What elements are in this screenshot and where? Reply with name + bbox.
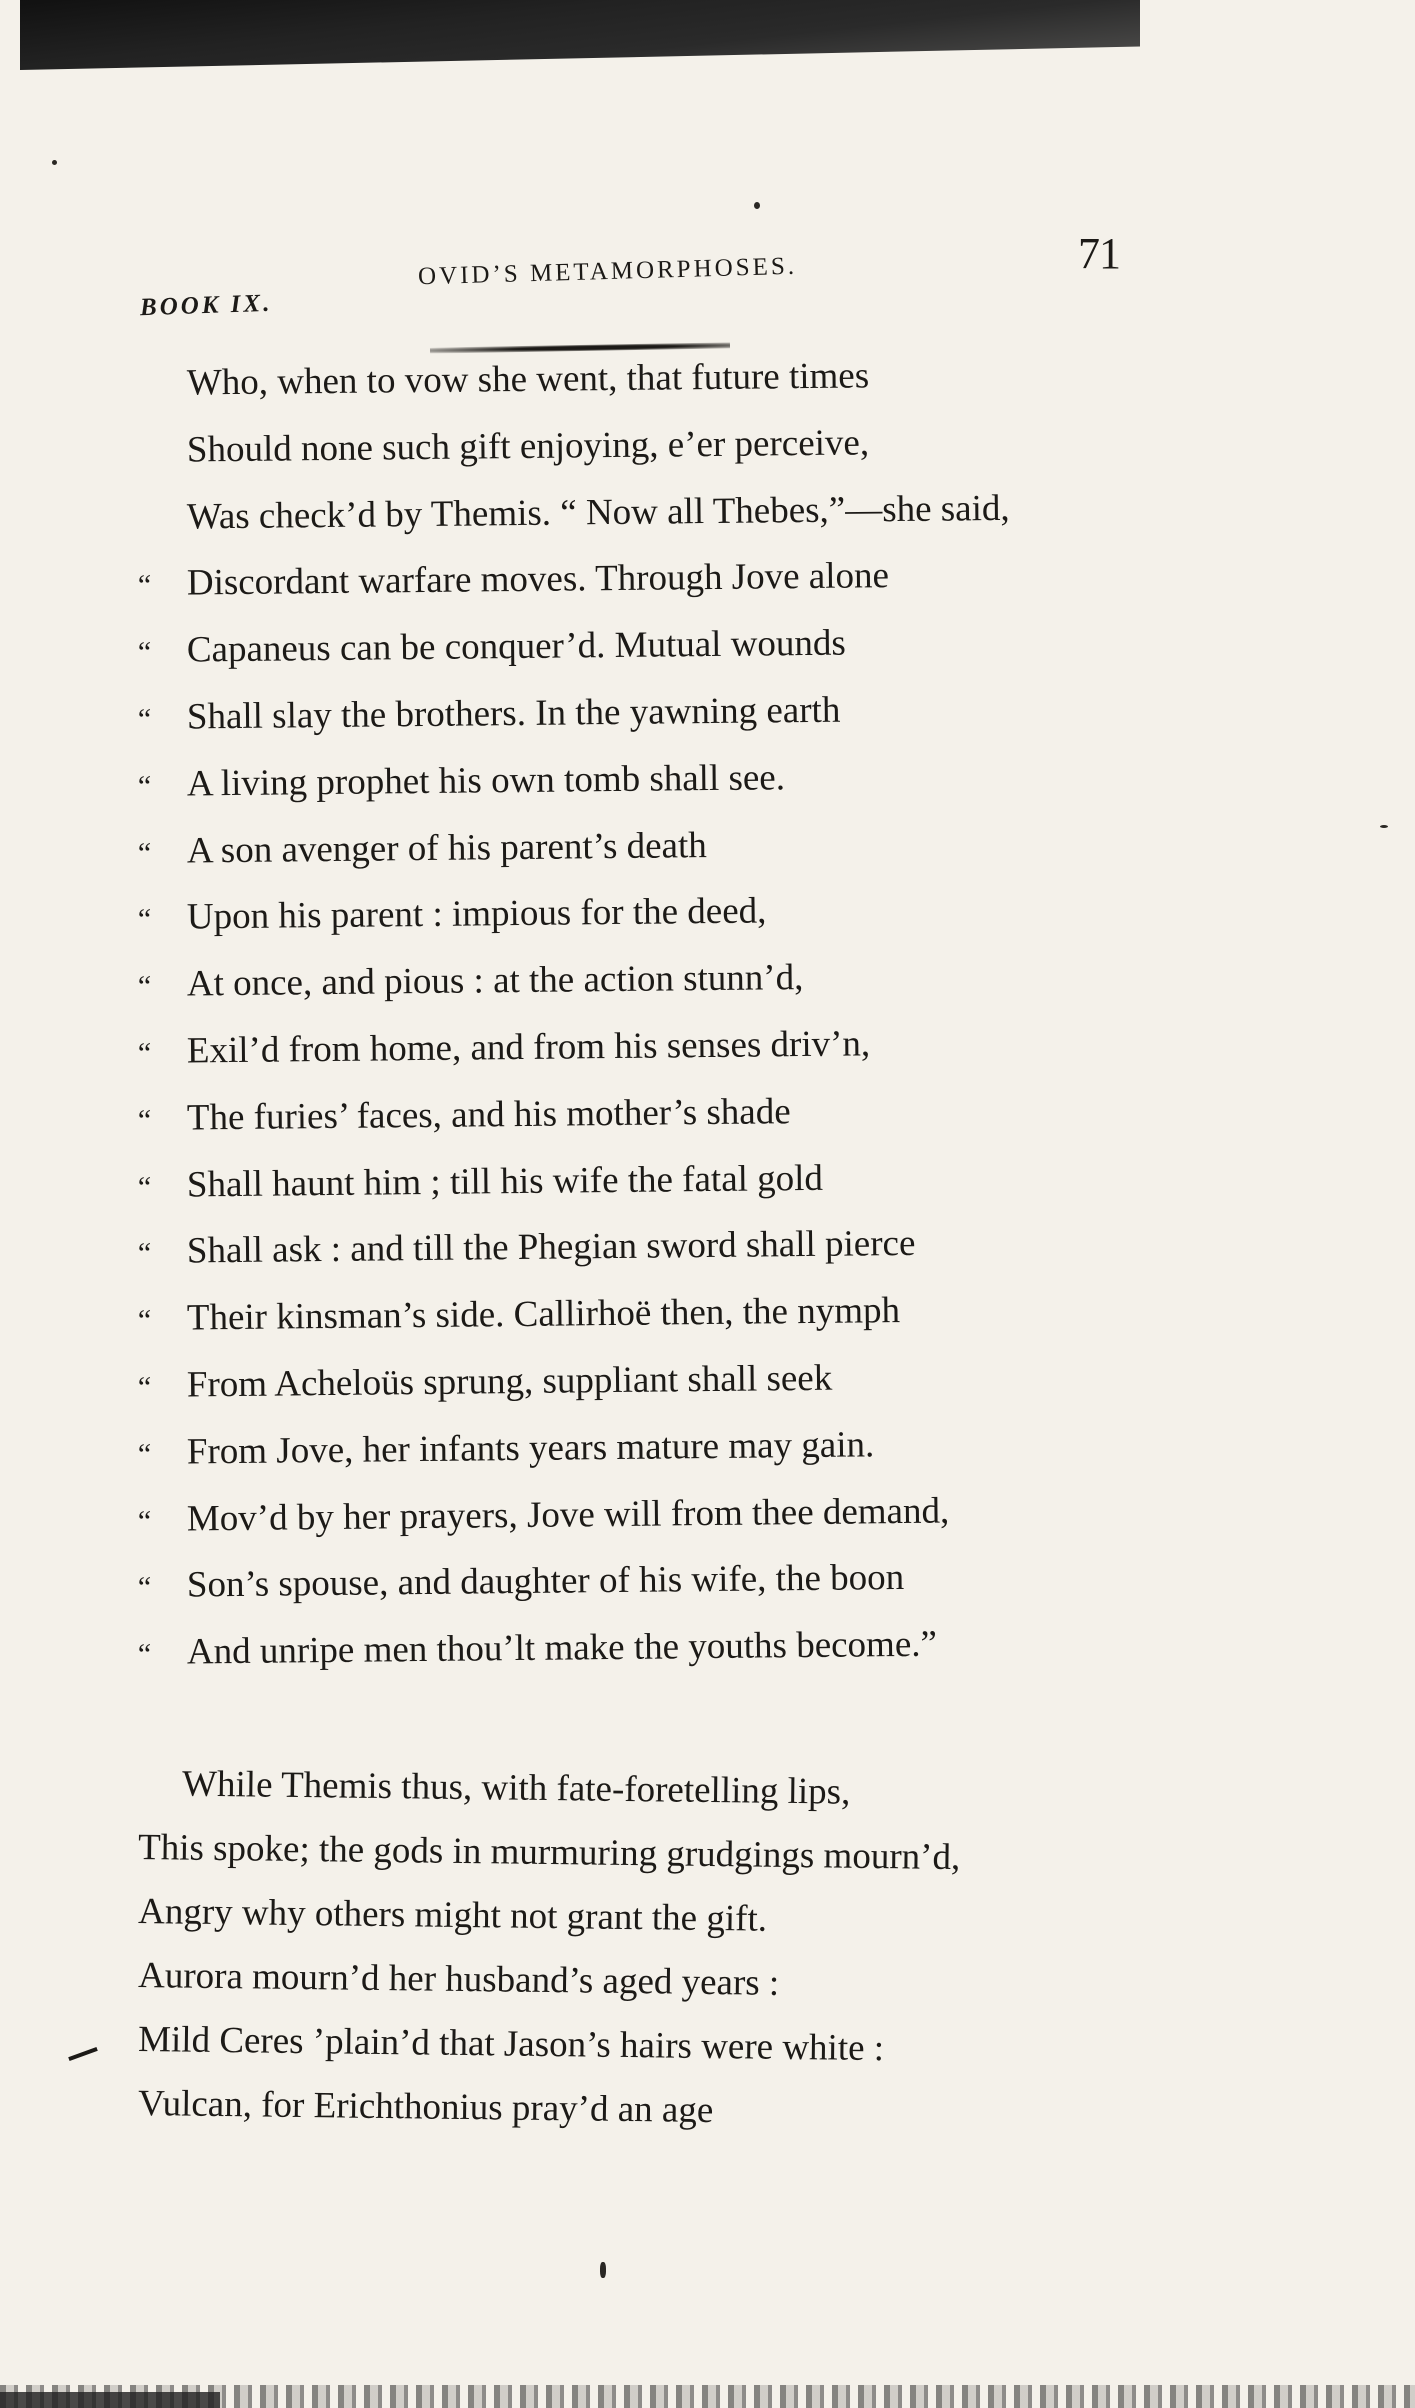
verse-text: Mov’d by her prayers, Jove will from thee demand,	[186, 1490, 950, 1540]
quote-mark: “	[137, 1571, 152, 1605]
verse-line	[138, 552, 1139, 629]
verse-stanza-2	[138, 1762, 1138, 2146]
quote-mark	[138, 394, 187, 395]
scan-top-edge	[20, 0, 1140, 70]
verse-text: Was check’d by Themis. “ Now all Thebes,”—she said,	[186, 487, 1010, 538]
verse-line	[138, 485, 1139, 562]
quote-mark	[138, 461, 187, 462]
verse-line	[138, 886, 1139, 963]
ink-speck	[52, 160, 57, 165]
verse-text: Discordant warfare moves. Through Jove alone	[186, 555, 890, 604]
verse-line	[138, 1762, 1139, 1838]
verse-text: Shall haunt him ; till his wife the fatal gold	[186, 1157, 824, 1206]
verse-line	[138, 752, 1139, 829]
quote-mark: “	[137, 569, 152, 603]
verse-line	[138, 2082, 1139, 2158]
verse-line	[138, 1353, 1139, 1430]
verse-text: Who, when to vow she went, that future times	[186, 355, 870, 404]
verse-text: Shall ask : and till the Phegian sword shall pierce	[186, 1223, 916, 1272]
verse-text: Vulcan, for Erichthonius pray’d an age	[137, 2083, 714, 2132]
quote-mark: “	[137, 1437, 152, 1471]
quote-mark: “	[137, 769, 152, 803]
verse-line	[138, 1420, 1139, 1497]
verse-text: From Jove, her infants years mature may gain.	[186, 1424, 875, 1473]
verse-text: At once, and pious : at the action stunn’d,	[186, 957, 804, 1005]
quote-mark	[138, 528, 187, 529]
verse-line	[138, 953, 1139, 1030]
quote-mark: “	[137, 1370, 152, 1404]
paragraph-indent	[138, 1795, 182, 1796]
running-title: OVID’S METAMORPHOSES.	[417, 252, 798, 291]
verse-line	[138, 2018, 1139, 2094]
quote-mark: “	[137, 1036, 152, 1070]
verse-line	[138, 686, 1139, 763]
verse-line	[138, 619, 1139, 696]
verse-line	[138, 1554, 1139, 1631]
quote-mark: “	[137, 1103, 152, 1137]
verse-line	[138, 352, 1139, 429]
verse-line	[138, 819, 1139, 896]
quote-mark: “	[137, 1304, 152, 1338]
verse-text: A son avenger of his parent’s death	[186, 824, 707, 872]
verse-line	[138, 418, 1139, 495]
quote-mark: “	[137, 702, 152, 736]
margin-mark	[68, 2047, 98, 2061]
ink-speck	[1380, 825, 1388, 828]
verse-line	[138, 1890, 1139, 1966]
quote-mark: “	[137, 836, 152, 870]
verse-text: Angry why others might not grant the gift.	[137, 1891, 768, 1940]
verse-text: Capaneus can be conquer’d. Mutual wounds	[186, 622, 847, 671]
verse-text: This spoke; the gods in murmuring grudgings mourn’d,	[137, 1827, 961, 1879]
verse-line	[138, 1220, 1139, 1297]
quote-mark: “	[137, 1170, 152, 1204]
verse-text: From Acheloüs sprung, suppliant shall seek	[186, 1357, 833, 1406]
page-number: 71	[1078, 229, 1120, 278]
quote-mark: “	[137, 970, 152, 1004]
verse-line	[138, 1153, 1139, 1230]
verse-text: A living prophet his own tomb shall see.	[186, 757, 786, 805]
ink-speck	[600, 2262, 606, 2278]
verse-text: The furies’ faces, and his mother’s shade	[186, 1090, 791, 1139]
verse-line	[138, 1019, 1139, 1096]
verse-line	[138, 1086, 1139, 1163]
verse-line	[138, 1954, 1139, 2030]
verse-line	[138, 1621, 1139, 1698]
ink-speck	[754, 202, 760, 209]
quote-mark: “	[137, 1504, 152, 1538]
scan-bottom-edge-dark	[0, 2392, 220, 2408]
book-label: BOOK IX.	[139, 289, 273, 322]
verse-text: While Themis thus, with fate-foretelling lips,	[181, 1763, 851, 1813]
verse-line	[138, 1287, 1139, 1364]
verse-text: Exil’d from home, and from his senses driv’n,	[186, 1023, 871, 1072]
verse-text: Upon his parent : impious for the deed,	[186, 890, 767, 938]
quote-mark: “	[137, 1237, 152, 1271]
verse-line	[138, 1826, 1139, 1902]
verse-text: Should none such gift enjoying, e’er perceive,	[186, 422, 870, 471]
verse-text: Aurora mourn’d her husband’s aged years :	[137, 1955, 780, 2004]
verse-line	[138, 1487, 1139, 1564]
verse-text: Mild Ceres ’plain’d that Jason’s hairs were white :	[137, 2019, 885, 2070]
verse-text: Their kinsman’s side. Callirhoë then, the nymph	[186, 1290, 901, 1339]
verse-stanza-1	[137, 355, 1138, 1698]
verse-text: Son’s spouse, and daughter of his wife, the boon	[186, 1557, 905, 1606]
title-rule	[430, 342, 730, 353]
verse-text: Shall slay the brothers. In the yawning earth	[186, 689, 841, 738]
quote-mark: “	[137, 636, 152, 670]
quote-mark: “	[137, 1638, 152, 1672]
verse-text: And unripe men thou’lt make the youths become.”	[186, 1623, 938, 1673]
quote-mark: “	[137, 903, 152, 937]
